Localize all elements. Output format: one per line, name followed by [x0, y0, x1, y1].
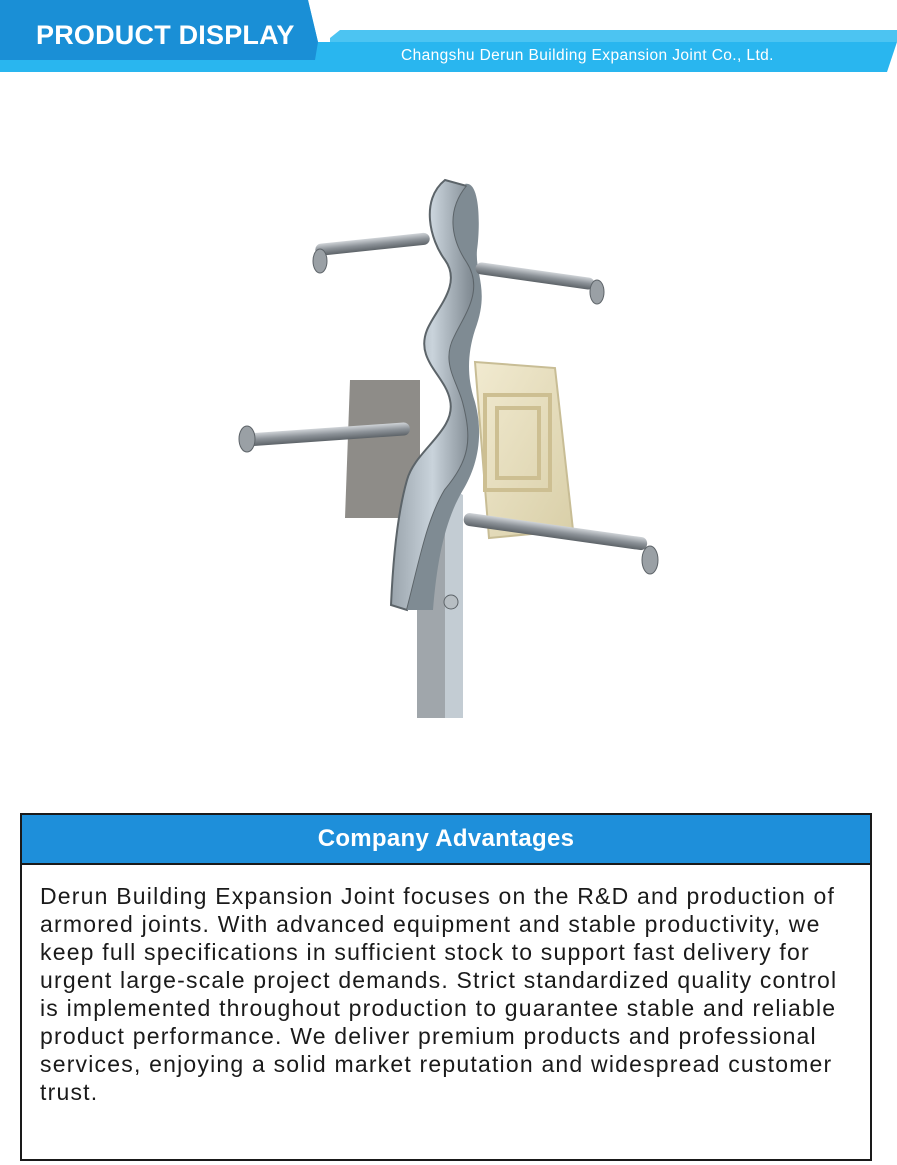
page-title: PRODUCT DISPLAY	[36, 20, 295, 50]
header-banner	[0, 0, 897, 72]
advantages-title: Company Advantages	[317, 825, 575, 852]
advantages-header	[22, 815, 870, 865]
advantages-text: Derun Building Expansion Joint focuses on the R&D and production of armored joints. With advanced equipment and stable productivity, we keep full specifications in sufficient stock to support fast delivery for urgent large-scale project demands. Strict standardized quality control is implemented throughout production to guarantee stable and reliable product performance. We deliver premium products and professional services, enjoying a solid market reputation and widespread customer trust.	[40, 883, 838, 1105]
product-image	[145, 140, 755, 755]
company-name: Changshu Derun Building Expansion Joint Co., Ltd.	[401, 47, 774, 64]
company-advantages-panel	[20, 813, 872, 1161]
expansion-joint-illustration	[145, 140, 755, 755]
